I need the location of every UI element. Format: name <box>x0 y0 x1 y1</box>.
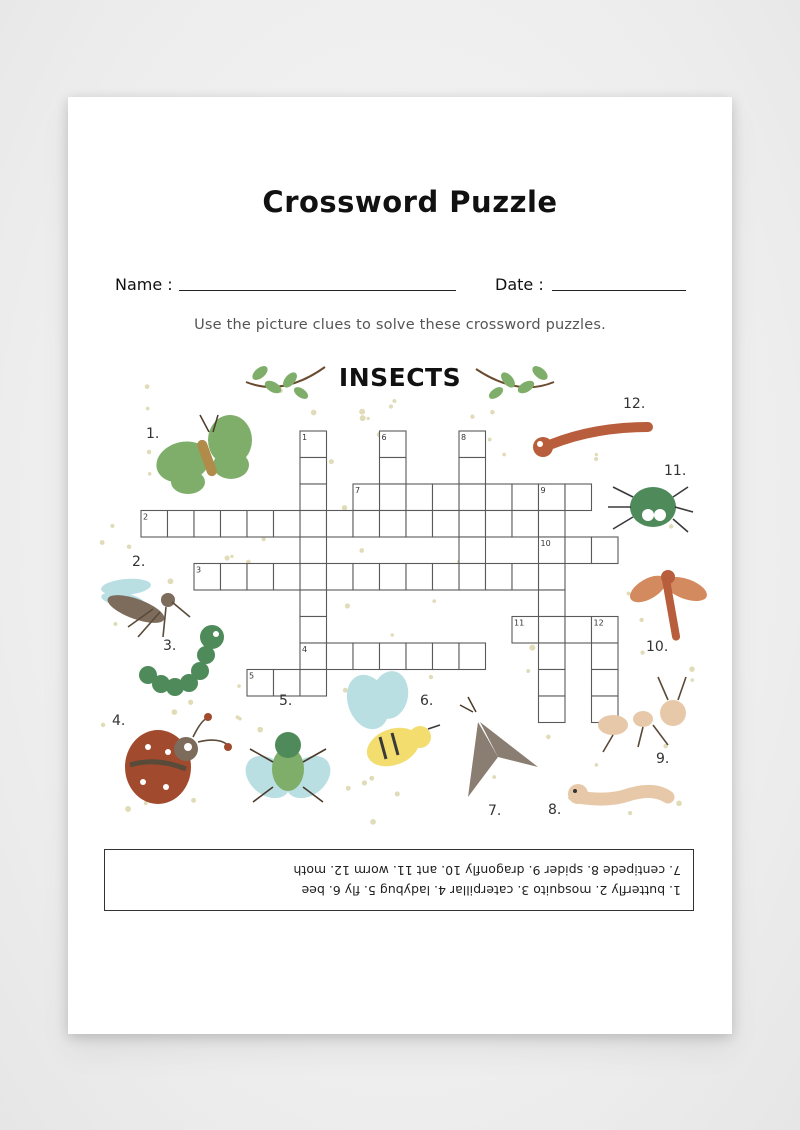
instruction-text: Use the picture clues to solve these crossword puzzles. <box>194 317 606 333</box>
decorative-dot <box>639 618 643 622</box>
grid-clue-number: 5 <box>249 671 255 681</box>
answer-key-line-1: 1. butterfly 2. mosquito 3. caterpillar 4. ladybug 5. fly 6. bee <box>301 883 681 898</box>
grid-clue-number: 11 <box>514 618 525 628</box>
grid-cell[interactable] <box>592 537 619 564</box>
decorative-dot <box>236 715 240 719</box>
decorative-dot <box>100 540 105 545</box>
grid-cell[interactable] <box>300 458 327 485</box>
grid-cell[interactable] <box>406 564 433 591</box>
grid-cell[interactable] <box>247 511 274 538</box>
left-branch-icon <box>246 363 325 401</box>
decorative-dot <box>146 407 150 411</box>
decorative-dot <box>262 537 266 541</box>
grid-clue-number: 12 <box>593 618 604 628</box>
decorative-dot <box>370 819 376 825</box>
grid-cell[interactable] <box>539 511 566 538</box>
grid-cell[interactable] <box>459 484 486 511</box>
clue-label-3: 3. <box>163 638 177 654</box>
butterfly-icon <box>152 415 252 494</box>
decorative-dot <box>389 404 393 408</box>
grid-cell[interactable] <box>300 617 327 644</box>
decorative-dot <box>392 399 396 403</box>
decorative-dot <box>526 669 530 673</box>
grid-clue-number: 7 <box>355 486 361 495</box>
grid-cell[interactable] <box>539 564 566 591</box>
grid-cell[interactable] <box>221 564 248 591</box>
decorative-dot <box>640 650 644 654</box>
decorative-dot <box>676 801 682 807</box>
grid-cell[interactable] <box>353 511 380 538</box>
mosquito-icon <box>100 577 190 637</box>
grid-cell[interactable] <box>539 643 566 670</box>
grid-cell[interactable] <box>327 511 354 538</box>
decorative-dot <box>172 709 178 715</box>
right-branch-icon <box>476 363 554 401</box>
decorative-dot <box>346 786 351 791</box>
decorative-dot <box>329 459 334 464</box>
spider-icon <box>608 487 693 532</box>
decorative-dot <box>343 688 348 693</box>
dragonfly-icon <box>626 570 710 641</box>
decorative-dot <box>470 415 474 419</box>
grid-cell[interactable] <box>486 511 513 538</box>
decorative-dot <box>488 438 492 442</box>
grid-clue-number: 1 <box>302 433 308 442</box>
grid-cell[interactable] <box>300 537 327 564</box>
decorative-dot <box>188 700 193 705</box>
grid-clue-number: 8 <box>461 433 467 442</box>
grid-cell[interactable] <box>512 564 539 591</box>
grid-cell[interactable] <box>539 617 566 644</box>
decorative-dot <box>191 798 196 803</box>
decorative-dot <box>342 505 347 510</box>
section-heading: INSECTS <box>338 363 462 392</box>
answer-key-box <box>104 849 694 911</box>
decorative-dot <box>148 472 152 476</box>
decorative-dot <box>627 592 631 596</box>
decorative-dot <box>492 775 496 779</box>
answer-key-line-2: 7. centipede 8. spider 9. dragonfly 10. ant 11. worm 12. moth <box>293 863 681 878</box>
decorative-dot <box>359 409 365 415</box>
grid-cell[interactable] <box>459 511 486 538</box>
decorative-dot <box>362 780 367 785</box>
grid-clue-number: 2 <box>143 512 149 522</box>
decorative-dot <box>359 548 364 553</box>
grid-cell[interactable] <box>459 458 486 485</box>
centipede-icon <box>533 427 648 457</box>
decorative-dot <box>145 384 150 389</box>
grid-cell[interactable] <box>221 511 248 538</box>
decorative-dot <box>390 633 394 637</box>
decorative-dot <box>230 555 233 558</box>
decorative-dot <box>147 450 152 455</box>
grid-cell[interactable] <box>327 564 354 591</box>
clue-label-12: 12. <box>623 396 646 412</box>
decorative-dot <box>595 763 599 767</box>
decorative-dot <box>367 417 370 420</box>
grid-cell[interactable] <box>433 564 460 591</box>
decorative-dot <box>429 675 433 679</box>
ladybug-icon <box>125 713 232 804</box>
decorative-dot <box>395 791 400 796</box>
grid-cell[interactable] <box>380 564 407 591</box>
grid-clue-number: 4 <box>302 645 308 654</box>
grid-cell[interactable] <box>459 643 486 670</box>
caterpillar-icon <box>139 625 224 696</box>
decorative-dot <box>101 723 105 727</box>
grid-cell[interactable] <box>565 484 592 511</box>
grid-cell[interactable] <box>486 484 513 511</box>
grid-cell[interactable] <box>247 564 274 591</box>
grid-cell[interactable] <box>512 511 539 538</box>
grid-cell[interactable] <box>353 643 380 670</box>
grid-cell[interactable] <box>433 511 460 538</box>
decorative-dot <box>529 645 535 651</box>
grid-clue-number: 6 <box>381 433 387 442</box>
grid-cell[interactable] <box>380 643 407 670</box>
decorative-dot <box>237 684 241 688</box>
grid-cell[interactable] <box>380 484 407 511</box>
decorative-dot <box>432 599 436 603</box>
grid-cell[interactable] <box>300 511 327 538</box>
clue-label-8: 8. <box>548 802 562 818</box>
grid-cell[interactable] <box>406 511 433 538</box>
decorative-dot <box>225 555 230 560</box>
date-label: Date : <box>495 275 544 294</box>
clue-label-4: 4. <box>112 713 126 729</box>
decorative-dot <box>360 415 366 421</box>
worm-icon <box>568 784 668 804</box>
clue-label-2: 2. <box>132 554 146 570</box>
decorative-dot <box>110 524 114 528</box>
grid-cell[interactable] <box>353 564 380 591</box>
name-label: Name : <box>115 275 173 294</box>
grid-clue-number: 3 <box>196 565 202 575</box>
fly-icon <box>237 732 338 807</box>
decorative-dot <box>595 453 598 456</box>
grid-cell[interactable] <box>592 643 619 670</box>
grid-cell[interactable] <box>539 696 566 723</box>
decorative-dot <box>628 811 632 815</box>
clue-label-5: 5. <box>279 693 293 709</box>
decorative-dot <box>502 453 506 457</box>
clue-label-7: 7. <box>488 803 502 819</box>
grid-cell[interactable] <box>459 537 486 564</box>
decorative-dot <box>490 410 495 415</box>
grid-cell[interactable] <box>433 643 460 670</box>
decorative-dot <box>345 603 350 608</box>
grid-cell[interactable] <box>565 537 592 564</box>
grid-cell[interactable] <box>512 484 539 511</box>
grid-cell[interactable] <box>406 484 433 511</box>
grid-cell[interactable] <box>168 511 195 538</box>
grid-cell[interactable] <box>327 643 354 670</box>
decorative-dot <box>669 524 673 528</box>
grid-cell[interactable] <box>539 590 566 617</box>
grid-clue-number: 9 <box>540 486 546 495</box>
decorative-dot <box>125 806 131 812</box>
grid-cell[interactable] <box>486 564 513 591</box>
grid-cell[interactable] <box>274 511 301 538</box>
decorative-dot <box>690 678 694 682</box>
grid-cell[interactable] <box>433 484 460 511</box>
grid-cell[interactable] <box>565 617 592 644</box>
grid-cell[interactable] <box>194 511 221 538</box>
grid-cell[interactable] <box>406 643 433 670</box>
grid-cell[interactable] <box>300 564 327 591</box>
decorative-dot <box>311 410 317 416</box>
grid-cell[interactable] <box>380 511 407 538</box>
decorative-dot <box>546 735 551 740</box>
decorative-dot <box>689 666 695 672</box>
decorative-dot <box>168 578 174 584</box>
moth-icon <box>460 697 538 797</box>
decorative-dot <box>113 622 117 626</box>
decorative-dot <box>257 727 263 733</box>
clue-label-11: 11. <box>664 463 687 479</box>
grid-cell[interactable] <box>380 458 407 485</box>
clue-label-9: 9. <box>656 751 670 767</box>
bee-icon <box>340 668 440 773</box>
clue-label-1: 1. <box>146 426 160 442</box>
grid-cell[interactable] <box>539 670 566 697</box>
clue-label-10: 10. <box>646 639 669 655</box>
grid-cell[interactable] <box>300 590 327 617</box>
decorative-dot <box>369 776 374 781</box>
clue-label-6: 6. <box>420 693 434 709</box>
grid-cell[interactable] <box>592 670 619 697</box>
page-title: Crossword Puzzle <box>262 185 558 219</box>
grid-cell[interactable] <box>459 564 486 591</box>
grid-cell[interactable] <box>274 564 301 591</box>
grid-cell[interactable] <box>300 484 327 511</box>
worksheet-page <box>68 97 732 1034</box>
decorative-dot <box>594 457 598 461</box>
answer-key-upside-down <box>105 850 693 910</box>
grid-clue-number: 10 <box>540 539 551 548</box>
decorative-dot <box>127 544 132 549</box>
grid-cell[interactable] <box>300 670 327 697</box>
